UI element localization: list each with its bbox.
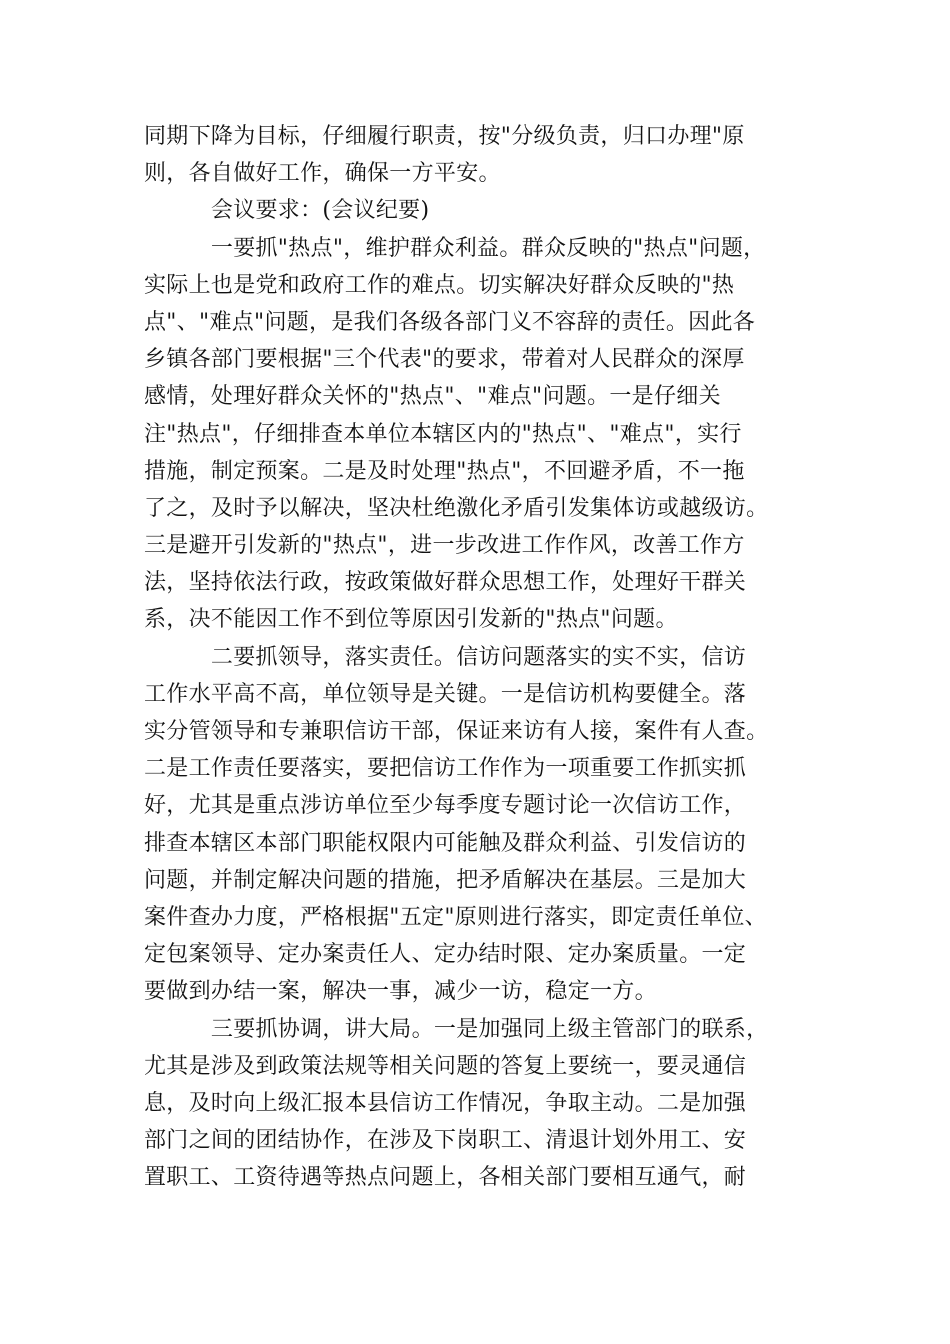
text-line: 了之，及时予以解决，坚决杜绝激化矛盾引发集体访或越级访。: [144, 495, 769, 521]
text-line: 好，尤其是重点涉访单位至少每季度专题讨论一次信访工作，: [144, 793, 747, 819]
document-body: [144, 118, 804, 1196]
text-line: 尤其是涉及到政策法规等相关问题的答复上要统一，要灵通信: [144, 1053, 747, 1079]
text-line: 三要抓协调，讲大局。一是加强同上级主管部门的联系，: [144, 1016, 769, 1042]
text-line: 点"、"难点"问题，是我们各级各部门义不容辞的责任。因此各: [144, 309, 756, 335]
text-line: 实际上也是党和政府工作的难点。切实解决好群众反映的"热: [144, 272, 735, 298]
text-line: 法，坚持依法行政，按政策做好群众思想工作，处理好干群关: [144, 570, 747, 596]
text-line: 工作水平高不高，单位领导是关键。一是信访机构要健全。落: [144, 681, 747, 707]
text-line: 乡镇各部门要根据"三个代表"的要求，带着对人民群众的深厚: [144, 347, 745, 373]
text-line: 感情，处理好群众关怀的"热点"、"难点"问题。一是仔细关: [144, 384, 721, 410]
text-line: 措施，制定预案。二是及时处理"热点"，不回避矛盾，不一拖: [144, 458, 745, 484]
text-line: 息，及时向上级汇报本县信访工作情况，争取主动。二是加强: [144, 1090, 747, 1116]
text-line: 案件查办力度，严格根据"五定"原则进行落实，即定责任单位、: [144, 904, 767, 930]
text-line: 排查本辖区本部门职能权限内可能触及群众利益、引发信访的: [144, 830, 747, 856]
text-line: 置职工、工资待遇等热点问题上，各相关部门要相互通气，耐: [144, 1165, 747, 1191]
text-line: 一要抓"热点"，维护群众利益。群众反映的"热点"问题，: [144, 235, 766, 261]
text-line: 实分管领导和专兼职信访干部，保证来访有人接，案件有人查。: [144, 719, 769, 744]
text-line: 则，各自做好工作，确保一方平安。: [144, 161, 501, 187]
text-line: 三是避开引发新的"热点"，进一步改进工作作风，改善工作方: [144, 533, 745, 559]
text-line: 问题，并制定解决问题的措施，把矛盾解决在基层。三是加大: [144, 867, 747, 893]
text-line: 定包案领导、定办案责任人、定办结时限、定办案质量。一定: [144, 942, 747, 968]
text-line: 部门之间的团结协作，在涉及下岗职工、清退计划外用工、安: [144, 1128, 747, 1154]
text-line: 要做到办结一案，解决一事，减少一访，稳定一方。: [144, 979, 657, 1005]
text-line: 二是工作责任要落实，要把信访工作作为一项重要工作抓实抓: [144, 756, 747, 782]
text-line: 二要抓领导，落实责任。信访问题落实的实不实，信访: [144, 644, 747, 670]
text-line: 会议要求：(会议纪要): [144, 198, 430, 224]
text-line: 同期下降为目标，仔细履行职责，按"分级负责，归口办理"原: [144, 124, 745, 149]
text-line: 系，决不能因工作不到位等原因引发新的"热点"问题。: [144, 607, 678, 633]
text-line: 注"热点"，仔细排查本单位本辖区内的"热点"、"难点"，实行: [144, 421, 742, 447]
